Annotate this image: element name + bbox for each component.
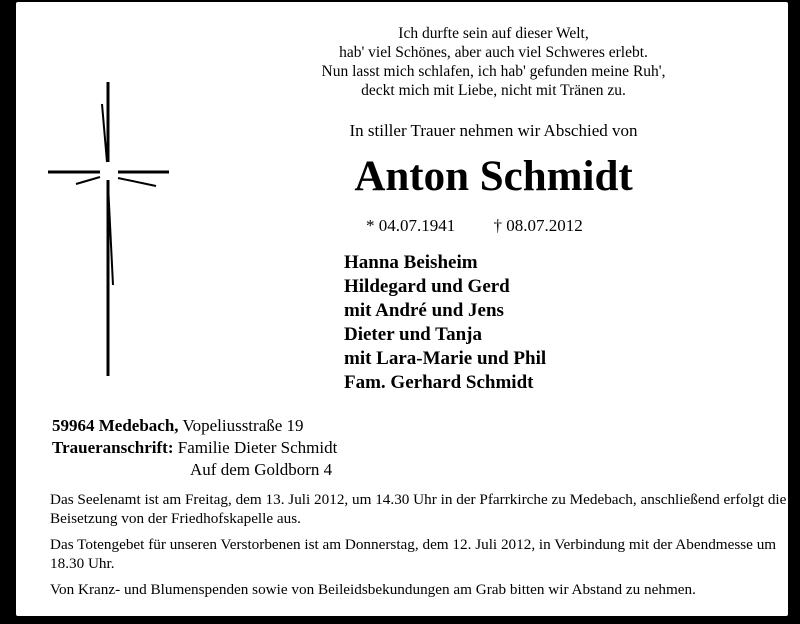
- family-member: Hanna Beisheim: [344, 252, 478, 273]
- poem-line: Ich durfte sein auf dieser Welt,: [398, 25, 589, 42]
- mourning-label: Traueranschrift:: [52, 438, 174, 457]
- family-list: [344, 251, 546, 395]
- obituary-notice: [16, 2, 788, 616]
- death-date: † 08.07.2012: [493, 216, 583, 235]
- family-member: Dieter und Tanja: [344, 324, 482, 345]
- mourning-name: Familie Dieter Schmidt: [177, 438, 338, 457]
- mourning-address: [52, 437, 337, 459]
- family-member: mit Lara-Marie und Phil: [344, 348, 547, 369]
- poem-line: Nun lasst mich schlafen, ich hab' gefunden meine Ruh',: [321, 63, 666, 80]
- mourning-street-row: [52, 459, 337, 481]
- address-block: [52, 415, 337, 481]
- poem-line: deckt mich mit Liebe, nicht mit Tränen zu.: [361, 82, 626, 99]
- note-paragraph: Das Totengebet für unseren Verstorbenen ist am Donnerstag, dem 12. Juli 2012, in Verbindung mit der Abendmesse um 18.30 Uhr.: [50, 536, 777, 572]
- note-paragraph: Das Seelenamt ist am Freitag, dem 13. Juli 2012, um 14.30 Uhr in der Pfarrkirche zu Medebach, anschließend erfolgt die Beisetzung von der Friedhofskapelle aus.: [50, 491, 787, 527]
- city-label: 59964 Medebach,: [52, 416, 179, 435]
- life-dates: [366, 216, 583, 236]
- mourning-street: Auf dem Goldborn 4: [190, 460, 333, 479]
- family-member: Hildegard und Gerd: [344, 276, 510, 297]
- service-notes: [50, 490, 790, 606]
- note-paragraph: Von Kranz- und Blumenspenden sowie von Beileidsbekundungen am Grab bitten wir Abstand zu nehmen.: [50, 581, 696, 598]
- street: Vopeliusstraße 19: [182, 416, 304, 435]
- poem-line: hab' viel Schönes, aber auch viel Schweres erlebt.: [339, 44, 648, 61]
- intro-text: In stiller Trauer nehmen wir Abschied von: [349, 121, 638, 140]
- birth-date: * 04.07.1941: [366, 216, 456, 235]
- family-member: mit André und Jens: [344, 300, 504, 321]
- deceased-name: Anton Schmidt: [354, 153, 633, 200]
- family-member: Fam. Gerhard Schmidt: [344, 372, 534, 393]
- home-address: [52, 415, 337, 437]
